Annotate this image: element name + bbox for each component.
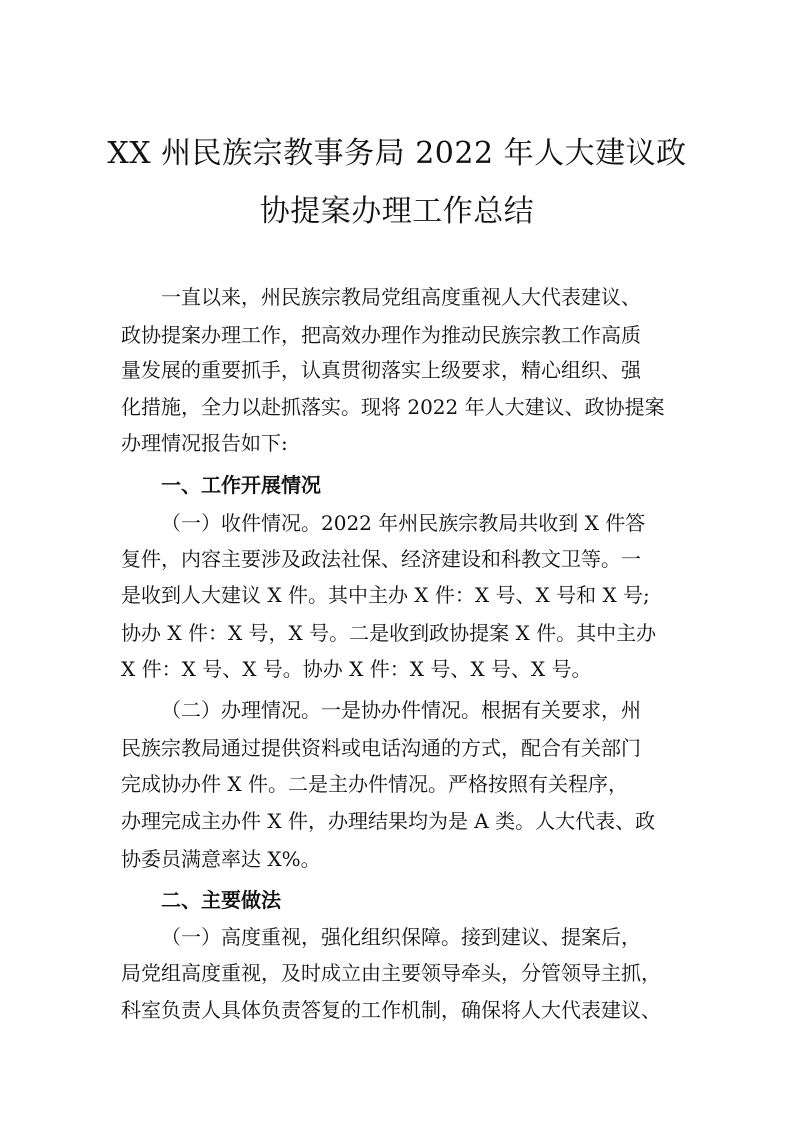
line-text: 政协提案办理工作，把高效办理作为推动民族宗教工作高质 xyxy=(121,323,641,347)
line-text: 是收到人大建议 X 件。其中主办 X 件：X 号、X 号和 X 号; xyxy=(121,583,650,607)
line-text: 协委员满意率达 X%。 xyxy=(121,847,321,871)
line-text: 复件，内容主要涉及政法社保、经济建设和科教文卫等。一 xyxy=(121,547,641,571)
line-text: X 件：X 号、X 号。协办 X 件：X 号、X 号、X 号。 xyxy=(121,657,592,681)
line-text: 科室负责人具体负责答复的工作机制，确保将人大代表建议、 xyxy=(121,998,661,1022)
line-text: 一直以来，州民族宗教局党组高度重视人大代表建议、 xyxy=(161,285,641,309)
document-title-line-1: XX 州民族宗教事务局 2022 年人大建议政 xyxy=(107,136,687,171)
line-text: （一）高度重视，强化组织保障。接到建议、提案后， xyxy=(161,925,641,949)
line-text: 民族宗教局通过提供资料或电话沟通的方式，配合有关部门 xyxy=(121,736,641,760)
line-text: 局党组高度重视，及时成立由主要领导牵头，分管领导主抓， xyxy=(121,961,661,985)
line-text: 办理完成主办件 X 件，办理结果均为是 A 类。人大代表、政 xyxy=(121,809,656,833)
line-text: （二）办理情况。一是协办件情况。根据有关要求，州 xyxy=(161,698,641,722)
line-text: 协办 X 件：X 号，X 号。二是收到政协提案 X 件。其中主办 xyxy=(121,621,657,645)
line-text: 化措施，全力以赴抓落实。现将 2022 年人大建议、政协提案 xyxy=(121,395,665,419)
heading-text: 一、工作开展情况 xyxy=(161,473,321,497)
line-text: 量发展的重要抓手，认真贯彻落实上级要求，精心组织、强 xyxy=(121,358,641,382)
line-text: （一）收件情况。2022 年州民族宗教局共收到 X 件答 xyxy=(161,511,646,535)
document-title-line-2: 协提案办理工作总结 xyxy=(259,194,535,229)
line-text: 办理情况报告如下: xyxy=(121,431,288,455)
line-text: 完成协办件 X 件。二是主办件情况。严格按照有关程序， xyxy=(121,772,628,796)
heading-text: 二、主要做法 xyxy=(161,888,281,912)
